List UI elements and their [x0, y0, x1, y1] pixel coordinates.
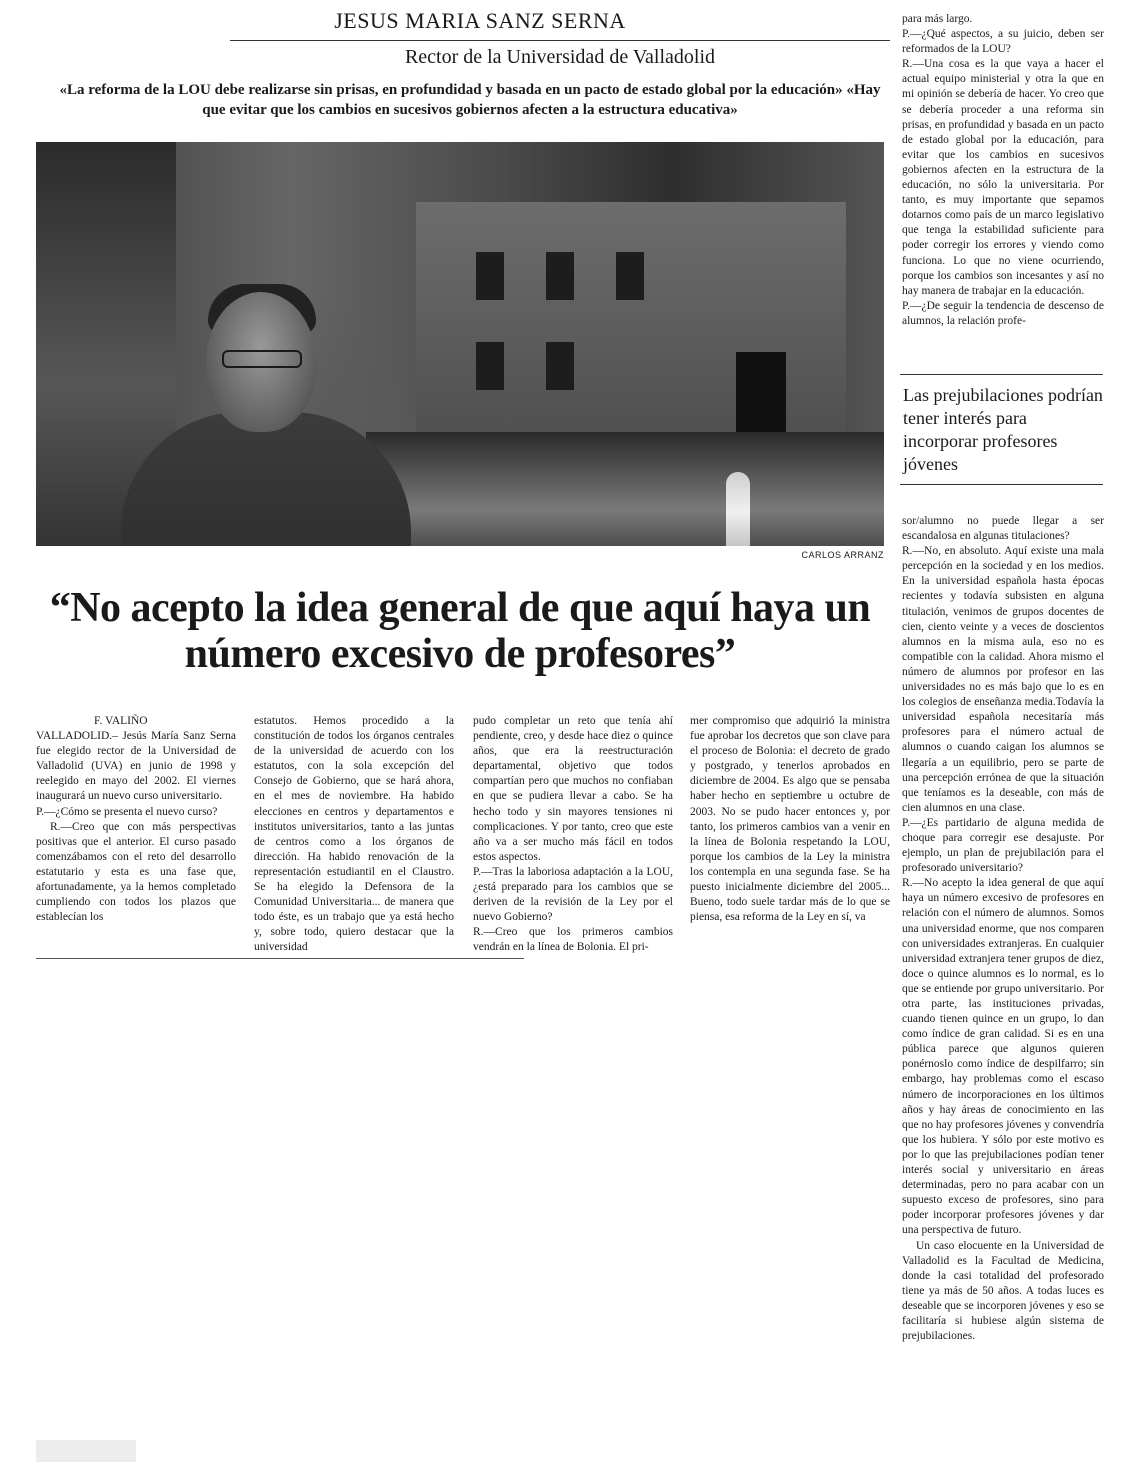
pullquote-rule-top — [900, 374, 1103, 375]
article-column-4 — [690, 714, 890, 925]
question: P.—¿Qué aspectos, a su juicio, deben ser reformados de la LOU? — [902, 28, 1104, 56]
header-divider — [230, 40, 890, 41]
question: P.—Tras la laboriosa adaptación a la LOU, ¿está preparado para los cambios que se deriven de la revisión de la Ley por el nuevo Gobierno? — [473, 865, 673, 924]
photo-pool — [366, 432, 884, 546]
right-column-bottom — [902, 514, 1104, 1344]
answer: R.—No acepto la idea general de que aquí haya un número excesivo de profesores en relación con el número de alumnos. Somos una universidad enorme, que nos comparen con universidades extranjeras. En cualquier universidad extranjera tener grupos de diez, doce o quince alumnos es lo normal, es lo que se entiende por grupo universitario. Por otra parte, las instituciones privadas, cuando tienen quince en un grupo, lo dan como índice de gran calidad. Si es en una pública parece que algunos quieren ponérnoslo como índice de despilfarro; sin embargo, hay problemas como el escaso número de incorporaciones en los últimos años y hay áreas de conocimiento en las que no hay profesores jóvenes y convendría que los hubiera. Y sólo por este motivo es por lo que las prejubilaciones podían tener interés social y universitario en áreas determinadas, pero no para acabar con un supuesto exceso de profesores, sino para poder incorporar profesores jóvenes y dar una perspectiva de futuro. — [902, 877, 1104, 1237]
question: P.—¿De seguir la tendencia de descenso de alumnos, la relación profe- — [902, 299, 1104, 327]
photo-fountain — [726, 472, 750, 546]
byline: F. VALIÑO — [94, 715, 148, 727]
paragraph: sor/alumno no puede llegar a ser escandalosa en algunas titulaciones? — [902, 515, 1104, 543]
headline: “No acepto la idea general de que aquí haya un número excesivo de profesores” — [49, 585, 871, 677]
pullquote-rule-bottom — [900, 484, 1103, 485]
column-divider — [36, 958, 524, 959]
deck-quotes: «La reforma de la LOU debe realizarse sin prisas, en profundidad y basada en un pacto de estado global por la educación» «Hay que evitar que los cambios en sucesivos gobiernos afecten a la estructura educativa» — [59, 82, 881, 118]
page-corner-shade — [36, 1440, 136, 1462]
paragraph: estatutos. Hemos procedido a la constitución de todos los órganos centrales de la universidad de acuerdo con los estatutos, con la sola excepción del Consejo de Gobierno, que se hará ahora, en el mes de noviembre. Ha habido elecciones en centros y departamentos e institutos universitarios, tanto a las juntas de centros como a los órganos de dirección. Ha habido renovación de la representación estudiantil en el Claustro. Se ha elegido la Defensora de la Comunidad Universitaria... de manera que todo éste, es un trabajo que ya está hecho y, sobre todo, quiero destacar que la universidad — [254, 715, 454, 954]
question: P.—¿Cómo se presenta el nuevo curso? — [36, 805, 218, 818]
photo-credit: CARLOS ARRANZ — [801, 550, 884, 560]
question: P.—¿Es partidario de alguna medida de choque para corregir ese desajuste. Por ejemplo, un plan de prejubilación para el profesorado universitario? — [902, 816, 1104, 875]
photo-glasses — [222, 350, 302, 368]
paragraph: Un caso elocuente en la Universidad de Valladolid es la Facultad de Medicina, donde la casi totalidad del profesorado tiene ya más de 50 años. A todas luces es deseable que se incorporen jóvenes y eso se facilitaría si hubiese algún sistema de prejubilaciones. — [902, 1239, 1104, 1343]
right-column-top — [902, 12, 1104, 329]
answer: R.—Creo que los primeros cambios vendrán en la línea de Bolonia. El pri- — [473, 926, 673, 954]
portrait-photo — [36, 142, 884, 546]
answer: R.—No, en absoluto. Aquí existe una mala percepción en la sociedad y en los medios. En la universidad española hasta épocas recientes y todavía subsisten en alguna titulación, venimos de grupos docentes de cien, ciento veinte y a veces de doscientos alumnos en la misma aula, eso no es compatible con la calidad. Ahora mismo el número de alumnos por profesor en las universidades no es más bajo que lo es en los colegios de enseñanza media.Todavía la universidad española necesitaría más profesores para el número actual de alumnos o cuando caigan los alumnos se llegaría a un equilibrio, pero se parte de una percepción errónea de que la situación que teníamos es la deseable, con más de cien alumnos en una clase. — [902, 545, 1104, 814]
paragraph: para más largo. — [902, 13, 973, 25]
paragraph: mer compromiso que adquirió la ministra fue aprobar los decretos que son clave para el proceso de Bolonia: el decreto de grado y postgrado, y tenerlos aprobados en diciembre de 2004. Es algo que se pensaba haber hecho en septiembre u octubre de 2003. No se pudo hacer entonces y, por tanto, los primeros cambios van a venir en la línea de Bolonia respetando la LOU, porque los cambios de la Ley la ministra los contempla en una segunda fase. Se ha puesto inicialmente diciembre del 2005... Bueno, todo suele tardar más de lo que se piensa, esa reforma de la Ley en sí, va — [690, 715, 890, 924]
paragraph: VALLADOLID.– Jesús María Sanz Serna fue elegido rector de la Universidad de Valladolid (UVA) en junio de 1998 y reelegido en mayo del 2002. El viernes inaugurará un nuevo curso universitario. — [36, 730, 236, 803]
answer: R.—Creo que con más perspectivas positivas que el anterior. El curso pasado comenzábamos con el reto del desarrollo estatutario y esta es una fase que, afortunadamente, ya la hemos completado cumpliendo con todos los plazos que establecían los — [36, 820, 236, 924]
answer: R.—Una cosa es la que vaya a hacer el actual equipo ministerial y otra la que en mi opinión se debería de hacer. Yo creo que se debería proceder a una reforma sin prisas, en profundidad y basada en un pacto de estado global por la educación, para evitar que los cambios en sucesivos gobiernos afecten en la estructura de la educación, no sólo la universitaria. Por tanto, es muy importante que sepamos dotarnos como país de un marco legislativo que tenga la estabilidad suficiente para poder corregir los errores y viendo como funciona. Lo que no viene ocurriendo, porque los cambios son incesantes y así no hay manera de trabajar en la educación. — [902, 58, 1104, 297]
interviewee-title: Rector de la Universidad de Valladolid — [404, 46, 716, 68]
pullquote: Las prejubilaciones podrían tener interés para incorporar profesores jóvenes — [903, 385, 1103, 474]
interviewee-name: JESUS MARIA SANZ SERNA — [334, 8, 626, 33]
article-column-3 — [473, 714, 673, 956]
article-column-2 — [254, 714, 454, 956]
paragraph: pudo completar un reto que tenía ahí pendiente, creo, y desde hace diez o quince años, que era la reestructuración departamental, objetivo que todos compartían pero que muchos no confiaban en que se pudiera llevar a cabo. Se ha hecho todo y sin mayores tensiones ni complicaciones. Y por tanto, creo que este año va a ser mucho más fácil en todos estos aspectos. — [473, 715, 673, 863]
article-column-1 — [36, 714, 236, 925]
